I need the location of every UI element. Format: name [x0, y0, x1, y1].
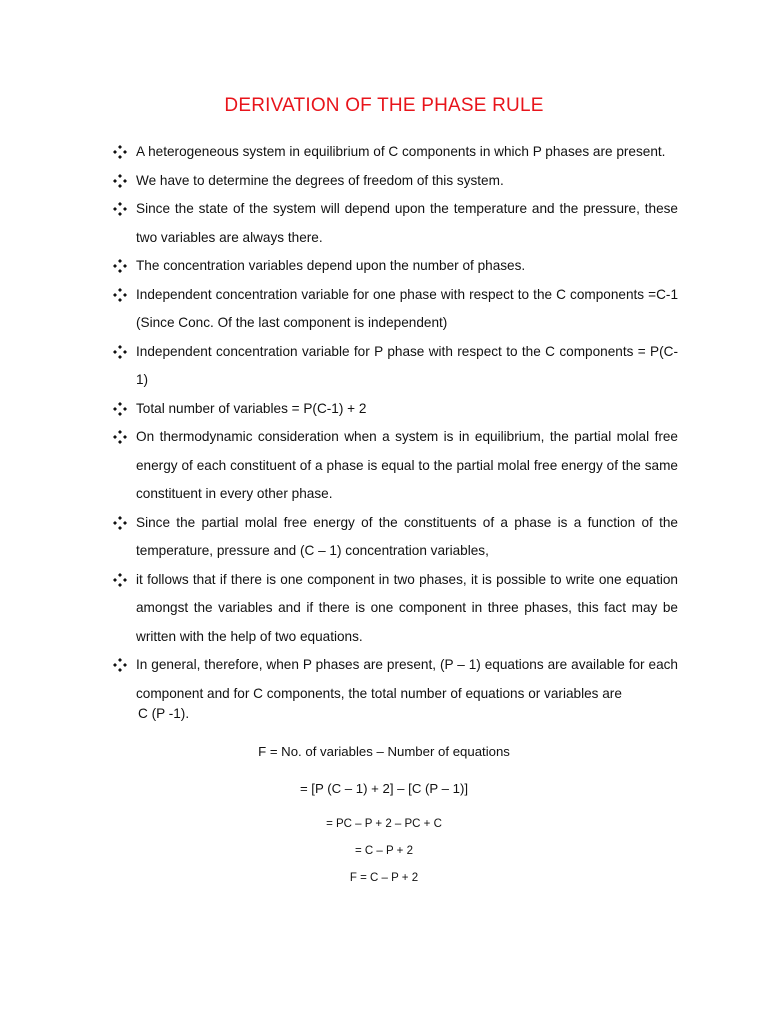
- four-diamond-bullet-icon: [112, 515, 128, 531]
- four-diamond-bullet-icon: [112, 144, 128, 160]
- list-item-text: The concentration variables depend upon the number of phases.: [136, 258, 526, 273]
- list-item: [0, 167, 768, 196]
- list-item: [0, 509, 768, 566]
- list-item: [0, 651, 768, 708]
- list-item: [0, 138, 768, 167]
- four-diamond-bullet-icon: [112, 657, 128, 673]
- list-item: [0, 566, 768, 652]
- continued-text: C (P -1).: [138, 706, 190, 721]
- list-item-text: A heterogeneous system in equilibrium of C components in which P phases are present.: [136, 144, 666, 159]
- equation-line: = [P (C – 1) + 2] – [C (P – 1)]: [299, 781, 469, 796]
- list-item-text: it follows that if there is one component in two phases, it is possible to write one equation amongst the variables and if there is one component in three phases, this fact may be written with the help of two equations.: [136, 571, 678, 644]
- four-diamond-bullet-icon: [112, 401, 128, 417]
- four-diamond-bullet-icon: [112, 572, 128, 588]
- equation-line: F = C – P + 2: [349, 872, 419, 884]
- list-item-text: Since the partial molal free energy of the constituents of a phase is a function of the temperature, pressure and (C – 1) concentration variables,: [136, 514, 678, 558]
- list-item-text: Total number of variables = P(C-1) + 2: [136, 400, 367, 416]
- list-item-text: Independent concentration variable for P phase with respect to the C components = P(C-1): [136, 343, 678, 387]
- list-item-text: Since the state of the system will depend upon the temperature and the pressure, these two variables are always there.: [136, 201, 678, 245]
- equation-line: F = No. of variables – Number of equations: [258, 744, 510, 759]
- four-diamond-bullet-icon: [112, 287, 128, 303]
- list-item: [0, 338, 768, 395]
- equation-line: = C – P + 2: [355, 845, 413, 857]
- list-item-text: In general, therefore, when P phases are present, (P – 1) equations are available for each component and for C components, the total number of equations or variables are: [136, 657, 678, 701]
- list-item-text: On thermodynamic consideration when a system is in equilibrium, the partial molal free energy of each constituent of a phase is equal to the partial molal free energy of the same constituent in every other phase.: [136, 429, 678, 501]
- four-diamond-bullet-icon: [112, 201, 128, 217]
- list-item: [0, 395, 768, 424]
- four-diamond-bullet-icon: [112, 429, 128, 445]
- list-item: [0, 252, 768, 281]
- list-item: [0, 281, 768, 338]
- four-diamond-bullet-icon: [112, 258, 128, 274]
- list-item-text: We have to determine the degrees of freedom of this system.: [136, 172, 504, 188]
- bullet-list: [0, 138, 768, 708]
- equation-line: = PC – P + 2 – PC + C: [326, 818, 442, 830]
- list-item-text: Independent concentration variable for one phase with respect to the C components =C-1 (Since Conc. Of the last component is independent): [136, 286, 678, 330]
- four-diamond-bullet-icon: [112, 344, 128, 360]
- four-diamond-bullet-icon: [112, 173, 128, 189]
- document-title: DERIVATION OF THE PHASE RULE: [224, 95, 544, 116]
- list-item: [0, 423, 768, 509]
- list-item: [0, 195, 768, 252]
